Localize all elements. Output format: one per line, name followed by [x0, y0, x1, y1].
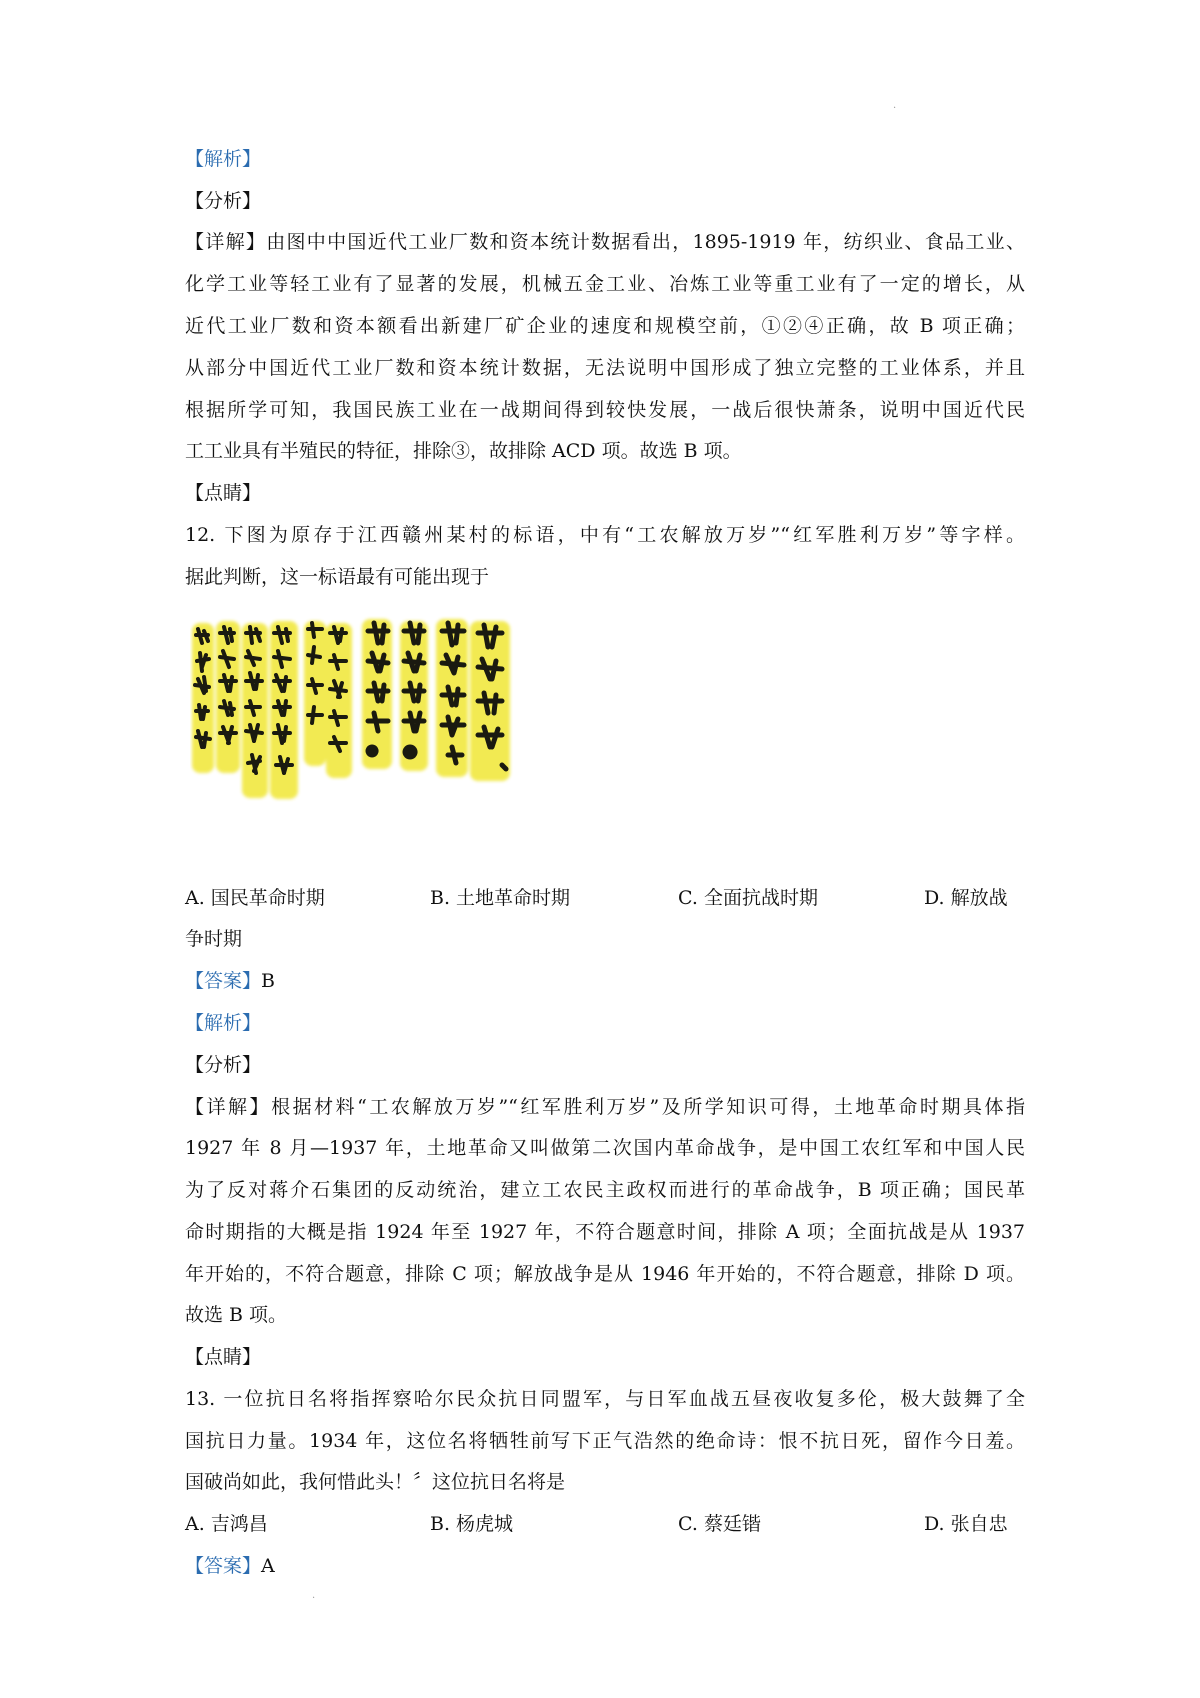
q12-answer — [185, 968, 275, 994]
answer-tag: 【答案】 — [185, 970, 262, 992]
xiangjie-tag-1: 【详解】 — [185, 231, 267, 253]
xiangjie-line-4: 从部分中国近代工业厂数和资本统计数据，无法说明中国形成了独立完整的工业体系，并且 — [185, 357, 1025, 379]
fenxi-heading-1: 【分析】 — [185, 190, 262, 212]
xiangjie-line-3: 近代工业厂数和资本额看出新建厂矿企业的速度和规模空前，①②④正确，故 B 项正确； — [185, 315, 1025, 337]
bottom-mark: . — [312, 1590, 316, 1601]
q13-option-a: A. 吉鸿昌 — [185, 1513, 268, 1535]
q13-stem-line-2: 国抗日力量。1934 年，这位名将牺牲前写下正气浩然的绝命诗：恨不抗日死，留作今日羞。 — [185, 1430, 1025, 1452]
q13-stem-line-3: 国破尚如此，我何惜此头！〞这位抗日名将是 — [185, 1471, 566, 1493]
answer-tag: 【答案】 — [185, 1555, 262, 1577]
answer-value: B — [261, 970, 275, 992]
xiangjie-line-1: 【详解】由图中中国近代工业厂数和资本统计数据看出，1895-1919 年，纺织业、食品工业、 — [185, 231, 1025, 253]
q12-option-a: A. 国民革命时期 — [185, 887, 325, 909]
jiexi-heading-1: 【解析】 — [185, 148, 262, 170]
slogan-image — [190, 615, 515, 810]
q13-option-b: B. 杨虎城 — [430, 1513, 514, 1535]
q12-xiangjie-line-5: 年开始的，不符合题意，排除 C 项；解放战争是从 1946 年开始的，不符合题意，排除 D 项。 — [185, 1263, 1025, 1285]
dianjing-heading-1: 【点睛】 — [185, 482, 262, 504]
jiexi-heading-2: 【解析】 — [185, 1012, 262, 1034]
top-mark: . — [893, 100, 897, 111]
q12-xiangjie-line-3: 为了反对蒋介石集团的反动统治，建立工农民主政权而进行的革命战争，B 项正确；国民革 — [185, 1179, 1025, 1201]
fenxi-heading-2: 【分析】 — [185, 1054, 262, 1076]
xiangjie-line-2: 化学工业等轻工业有了显著的发展，机械五金工业、冶炼工业等重工业有了一定的增长，从 — [185, 273, 1025, 295]
q12-xiangjie-line-1: 【详解】根据材料“工农解放万岁”“红军胜利万岁”及所学知识可得，土地革命时期具体指 — [185, 1096, 1025, 1118]
q12-option-b: B. 土地革命时期 — [430, 887, 571, 909]
q12-option-d-continued: 争时期 — [185, 928, 243, 950]
q13-stem-line-1: 13. 一位抗日名将指挥察哈尔民众抗日同盟军，与日军血战五昼夜收复多伦，极大鼓舞了全 — [185, 1388, 1025, 1410]
xiangjie-line-6: 工工业具有半殖民的特征，排除③，故排除 ACD 项。故选 B 项。 — [185, 440, 742, 462]
xiangjie-line-5: 根据所学可知，我国民族工业在一战期间得到较快发展，一战后很快萧条，说明中国近代民 — [185, 399, 1025, 421]
q12-stem-line-2: 据此判断，这一标语最有可能出现于 — [185, 566, 490, 588]
dianjing-heading-2: 【点睛】 — [185, 1346, 262, 1368]
q12-xiangjie-line-2: 1927 年 8 月—1937 年，土地革命又叫做第二次国内革命战争，是中国工农红军和中国人民 — [185, 1137, 1025, 1159]
q13-option-d: D. 张自忠 — [924, 1513, 1008, 1535]
handwritten-slogan-image — [190, 615, 515, 810]
q13-option-c: C. 蔡廷锴 — [678, 1513, 761, 1535]
xiangjie-tag-2: 【详解】 — [185, 1096, 272, 1118]
answer-value: A — [261, 1555, 275, 1577]
q13-answer — [185, 1553, 275, 1579]
q12-option-c: C. 全面抗战时期 — [678, 887, 818, 909]
q12-xiangjie-line-6: 故选 B 项。 — [185, 1304, 288, 1326]
q12-option-d: D. 解放战 — [924, 887, 1008, 909]
q12-stem-line-1: 12. 下图为原存于江西赣州某村的标语，中有“工农解放万岁”“红军胜利万岁”等字样。 — [185, 524, 1025, 546]
q12-xiangjie-line-4: 命时期指的大概是指 1924 年至 1927 年，不符合题意时间，排除 A 项；全面抗战是从 1937 — [185, 1221, 1025, 1243]
